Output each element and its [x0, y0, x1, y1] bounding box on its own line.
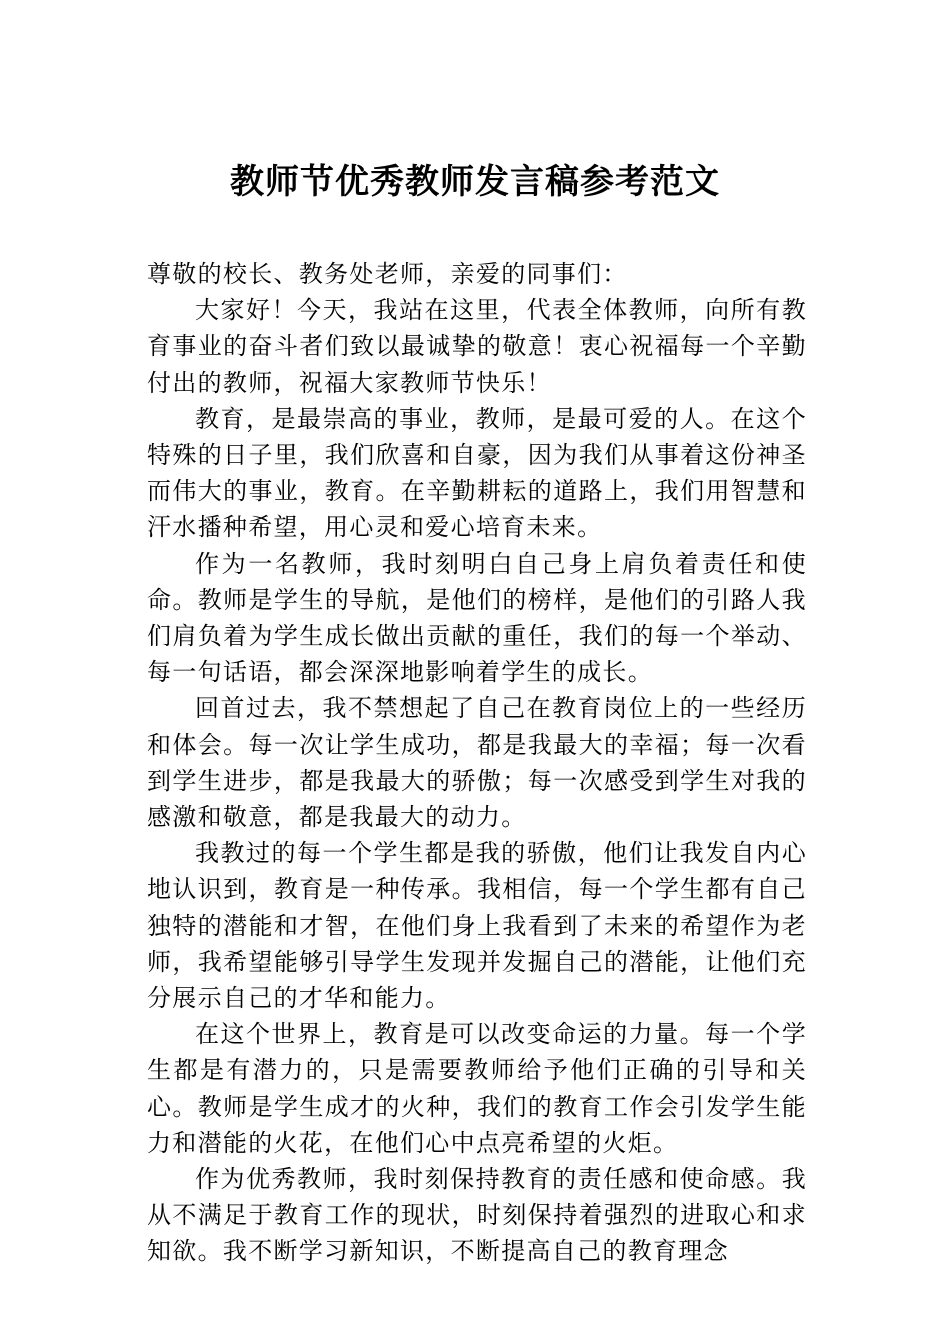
- paragraph: 作为优秀教师，我时刻保持教育的责任感和使命感。我从不满足于教育工作的现状，时刻保持着强烈的进取心和求知欲。我不断学习新知识，不断提高自己的教育理念: [147, 1165, 807, 1266]
- salutation: 尊敬的校长、教务处老师，亲爱的同事们：: [147, 260, 628, 288]
- paragraph: 我教过的每一个学生都是我的骄傲，他们让我发自内心地认识到，教育是一种传承。我相信，每一个学生都有自己独特的潜能和才智，在他们身上我看到了未来的希望作为老师，我希望能够引导学生发现并发掘自己的潜能，让他们充分展示自己的才华和能力。: [147, 839, 807, 1013]
- document-title: 教师节优秀教师发言稿参考范文: [230, 162, 720, 202]
- paragraph: 教育，是最崇高的事业，教师，是最可爱的人。在这个特殊的日子里，我们欣喜和自豪，因为我们从事着这份神圣而伟大的事业，教育。在辛勤耕耘的道路上，我们用智慧和汗水播种希望，用心灵和爱心培育未来。: [147, 404, 807, 542]
- paragraph: 回首过去，我不禁想起了自己在教育岗位上的一些经历和体会。每一次让学生成功，都是我最大的幸福；每一次看到学生进步，都是我最大的骄傲；每一次感受到学生对我的感激和敬意，都是我最大的动力。: [147, 694, 807, 832]
- paragraph: 大家好！今天，我站在这里，代表全体教师，向所有教育事业的奋斗者们致以最诚挚的敬意！衷心祝福每一个辛勤付出的教师，祝福大家教师节快乐！: [147, 296, 807, 397]
- document-body: [147, 256, 807, 1270]
- paragraph: 作为一名教师，我时刻明白自己身上肩负着责任和使命。教师是学生的导航，是他们的榜样，是他们的引路人我们肩负着为学生成长做出贡献的重任，我们的每一个举动、每一句话语，都会深深地影响着学生的成长。: [147, 549, 807, 687]
- paragraph: 在这个世界上，教育是可以改变命运的力量。每一个学生都是有潜力的，只是需要教师给予他们正确的引导和关心。教师是学生成才的火种，我们的教育工作会引发学生能力和潜能的火花，在他们心中点亮希望的火炬。: [147, 1020, 807, 1157]
